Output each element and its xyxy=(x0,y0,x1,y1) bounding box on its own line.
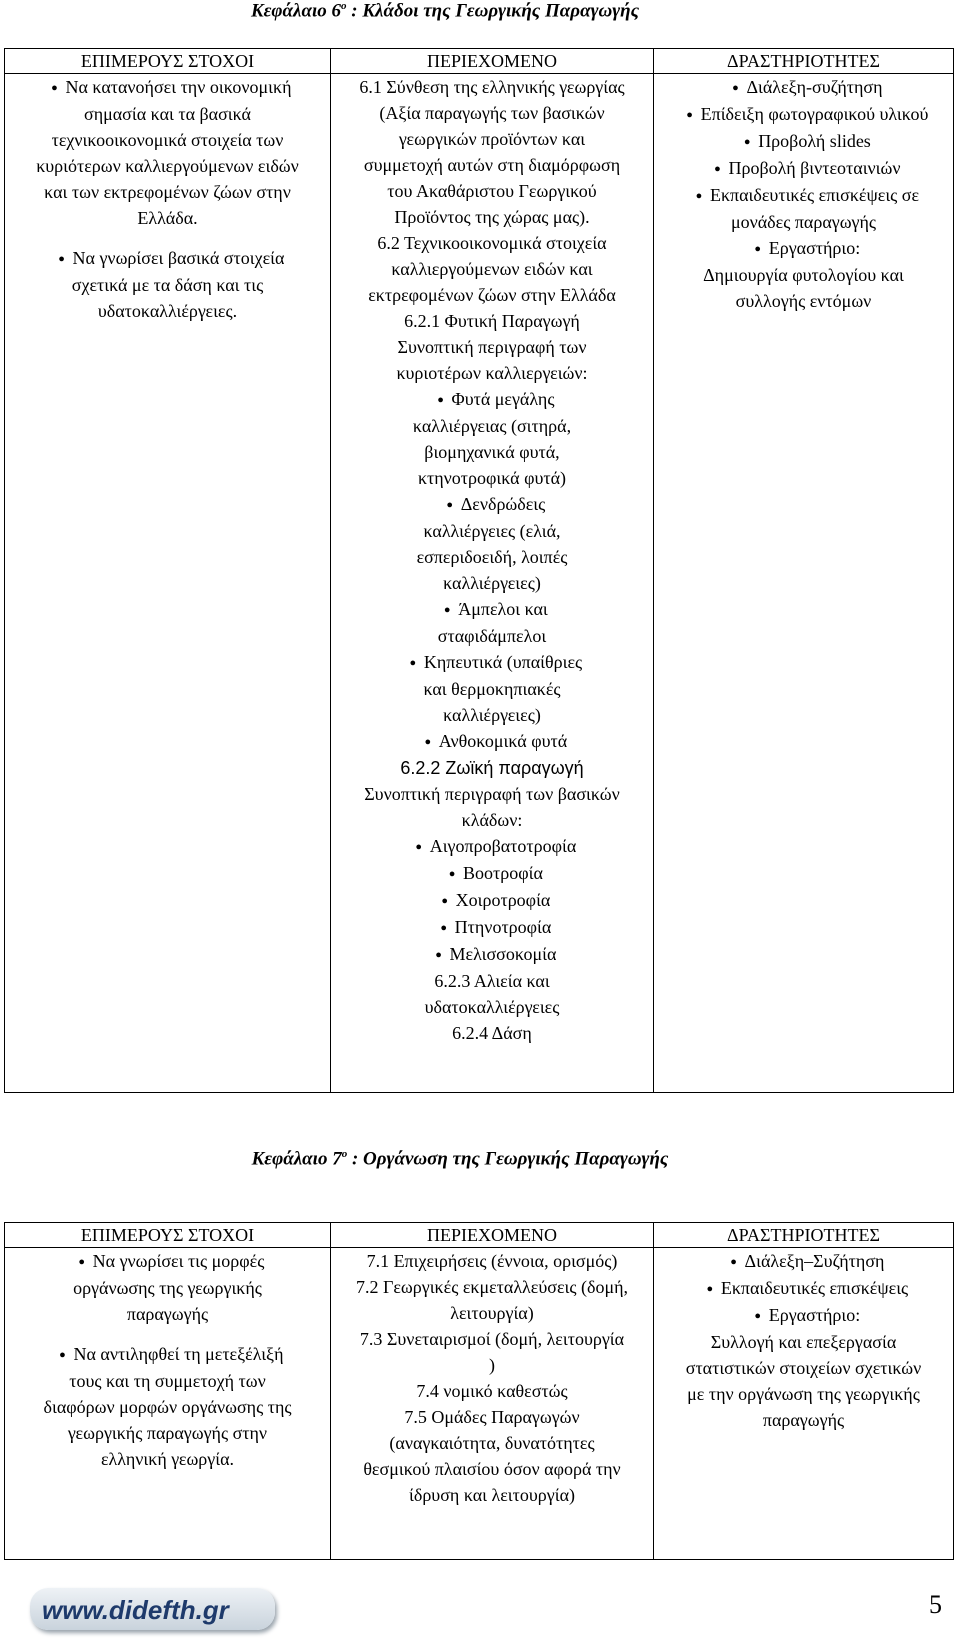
chapter-7-title-sup: ο xyxy=(341,1148,348,1160)
section-6-2-2: 6.2.2 Ζωϊκή παραγωγή xyxy=(400,758,584,778)
page-number: 5 xyxy=(929,1590,942,1619)
goal-item: ● Να κατανοήσει την οικονομική σημασία και τα βασικά τεχνικοοικονομικά στοιχεία των κυριότερων καλλιεργούμενων ειδών και των εκτρεφομένων ζώων στην Ελλάδα. xyxy=(36,77,299,228)
chapter-7-title xyxy=(0,1148,940,1170)
activity-extra: Συλλογή και επεξεργασία στατιστικών στοιχείων σχετικών με την οργάνωση της γεωργικής παραγωγής xyxy=(685,1332,922,1430)
list-item: ● Ανθοκομικά φυτά xyxy=(424,731,568,751)
section-7-4: 7.4 νομικό καθεστώς xyxy=(416,1381,568,1401)
activity-item: ● Εργαστήριο: xyxy=(754,238,861,258)
table-header-row xyxy=(5,49,954,74)
header-content: ΠΕΡΙΕΧΟΜΕΝΟ xyxy=(331,1223,654,1248)
goals-cell xyxy=(5,74,331,1093)
list-item: ● Δενδρώδεις καλλιέργειες (ελιά, εσπεριδοειδή, λοιπές καλλιέργειες) xyxy=(416,494,568,593)
activity-item: ● Εκπαιδευτικές επισκέψεις xyxy=(706,1278,909,1298)
activities-cell xyxy=(654,74,954,1093)
header-activities: ΔΡΑΣΤΗΡΙΟΤΗΤΕΣ xyxy=(654,1223,954,1248)
list-item: ● Βοοτροφία xyxy=(448,863,543,883)
list-item: ● Πτηνοτροφία xyxy=(440,917,552,937)
list-item: ● Κηπευτικά (υπαίθριες και θερμοκηπιακές καλλιέργειες) xyxy=(409,652,583,725)
crop-list xyxy=(359,386,625,755)
livestock-list xyxy=(359,833,625,968)
activity-extra: Δημιουργία φυτολογίου και συλλογής εντόμων xyxy=(703,265,904,311)
list-item: ● Άμπελοι και σταφιδάμπελοι xyxy=(437,599,548,646)
activity-item: ● Διάλεξη–Συζήτηση xyxy=(730,1251,885,1271)
section-6-2-3: 6.2.3 Αλιεία και υδατοκαλλιέργειες xyxy=(424,971,560,1017)
table-row xyxy=(5,74,954,1093)
activity-item: ● Εργαστήριο: xyxy=(754,1305,861,1325)
section-6-2: 6.2 Τεχνικοοικονομικά στοιχεία καλλιεργούμενων ειδών και εκτρεφομένων ζώων στην Ελλάδα xyxy=(368,233,616,305)
goal-item: ● Να αντιληφθεί τη μετεξέλιξή τους και τη συμμετοχή των διαφόρων μορφών οργάνωσης της γεωργικής παραγωγής στην ελληνική γεωργία. xyxy=(43,1344,292,1469)
table-header-row xyxy=(5,1223,954,1248)
chapter-6-title-sup: ο xyxy=(341,0,347,12)
chapter-6-table xyxy=(4,48,954,1093)
content-cell xyxy=(331,1248,654,1560)
activity-item: ● Προβολή slides xyxy=(743,131,871,151)
goal-item: ● Να γνωρίσει τις μορφές οργάνωσης της γεωργικής παραγωγής xyxy=(73,1251,265,1324)
site-logo-text: www.didefth.gr xyxy=(42,1595,229,1625)
header-activities: ΔΡΑΣΤΗΡΙΟΤΗΤΕΣ xyxy=(654,49,954,74)
chapter-6-title xyxy=(0,0,925,22)
header-goals: ΕΠΙΜΕΡΟΥΣ ΣΤΟΧΟΙ xyxy=(5,1223,331,1248)
list-item: ● Αιγοπροβατοτροφία xyxy=(415,836,577,856)
activity-item: ● Διάλεξη-συζήτηση xyxy=(732,77,883,97)
goal-item: ● Να γνωρίσει βασικά στοιχεία σχετικά με τα δάση και τις υδατοκαλλιέργειες. xyxy=(58,248,285,321)
section-6-2-4: 6.2.4 Δάση xyxy=(452,1023,532,1043)
list-item: ● Μελισσοκομία xyxy=(435,944,557,964)
goals-cell xyxy=(5,1248,331,1560)
section-6-1: 6.1 Σύνθεση της ελληνικής γεωργίας (Αξία παραγωγής των βασικών γεωργικών προϊόντων και συμμετοχή αυτών στη διαμόρφωση του Ακαθάριστου Γεωργικού Προϊόντος της χώρας μας). xyxy=(359,77,625,227)
chapter-7-title-rest: : Οργάνωση της Γεωργικής Παραγωγής xyxy=(347,1148,669,1170)
site-logo[interactable] xyxy=(30,1588,275,1630)
table-row xyxy=(5,1248,954,1560)
header-goals: ΕΠΙΜΕΡΟΥΣ ΣΤΟΧΟΙ xyxy=(5,49,331,74)
section-7-1: 7.1 Επιχειρήσεις (έννοια, ορισμός) xyxy=(366,1251,618,1271)
section-6-2-1-intro: Συνοπτική περιγραφή των κυριοτέρων καλλιεργειών: xyxy=(396,337,588,383)
header-content: ΠΕΡΙΕΧΟΜΕΝΟ xyxy=(331,49,654,74)
chapter-7-table xyxy=(4,1222,954,1560)
chapter-7-title-prefix: Κεφάλαιο 7 xyxy=(251,1148,342,1170)
section-7-5: 7.5 Ομάδες Παραγωγών (αναγκαιότητα, δυνατότητες θεσμικού πλαισίου όσον αφορά την ίδρυση και λειτουργία) xyxy=(363,1407,621,1505)
content-cell xyxy=(331,74,654,1093)
activity-item: ● Εκπαιδευτικές επισκέψεις σε μονάδες παραγωγής xyxy=(695,185,920,232)
list-item: ● Φυτά μεγάλης καλλιέργειας (σιτηρά, βιομηχανικά φυτά, κτηνοτροφικά φυτά) xyxy=(412,389,572,488)
activities-cell xyxy=(654,1248,954,1560)
activity-item: ● Επίδειξη φωτογραφικού υλικού xyxy=(686,104,929,124)
section-7-3: 7.3 Συνεταιρισμοί (δομή, λειτουργία ) xyxy=(359,1329,625,1375)
chapter-6-title-rest: : Κλάδοι της Γεωργικής Παραγωγής xyxy=(346,0,640,22)
chapter-6-title-prefix: Κεφάλαιο 6 xyxy=(250,0,342,22)
list-item: ● Χοιροτροφία xyxy=(441,890,551,910)
section-6-2-1: 6.2.1 Φυτική Παραγωγή xyxy=(404,311,580,331)
activity-item: ● Προβολή βιντεοταινιών xyxy=(714,158,901,178)
section-7-2: 7.2 Γεωργικές εκμεταλλεύσεις (δομή, λειτουργία) xyxy=(355,1277,629,1323)
section-6-2-2-intro: Συνοπτική περιγραφή των βασικών κλάδων: xyxy=(364,784,620,830)
